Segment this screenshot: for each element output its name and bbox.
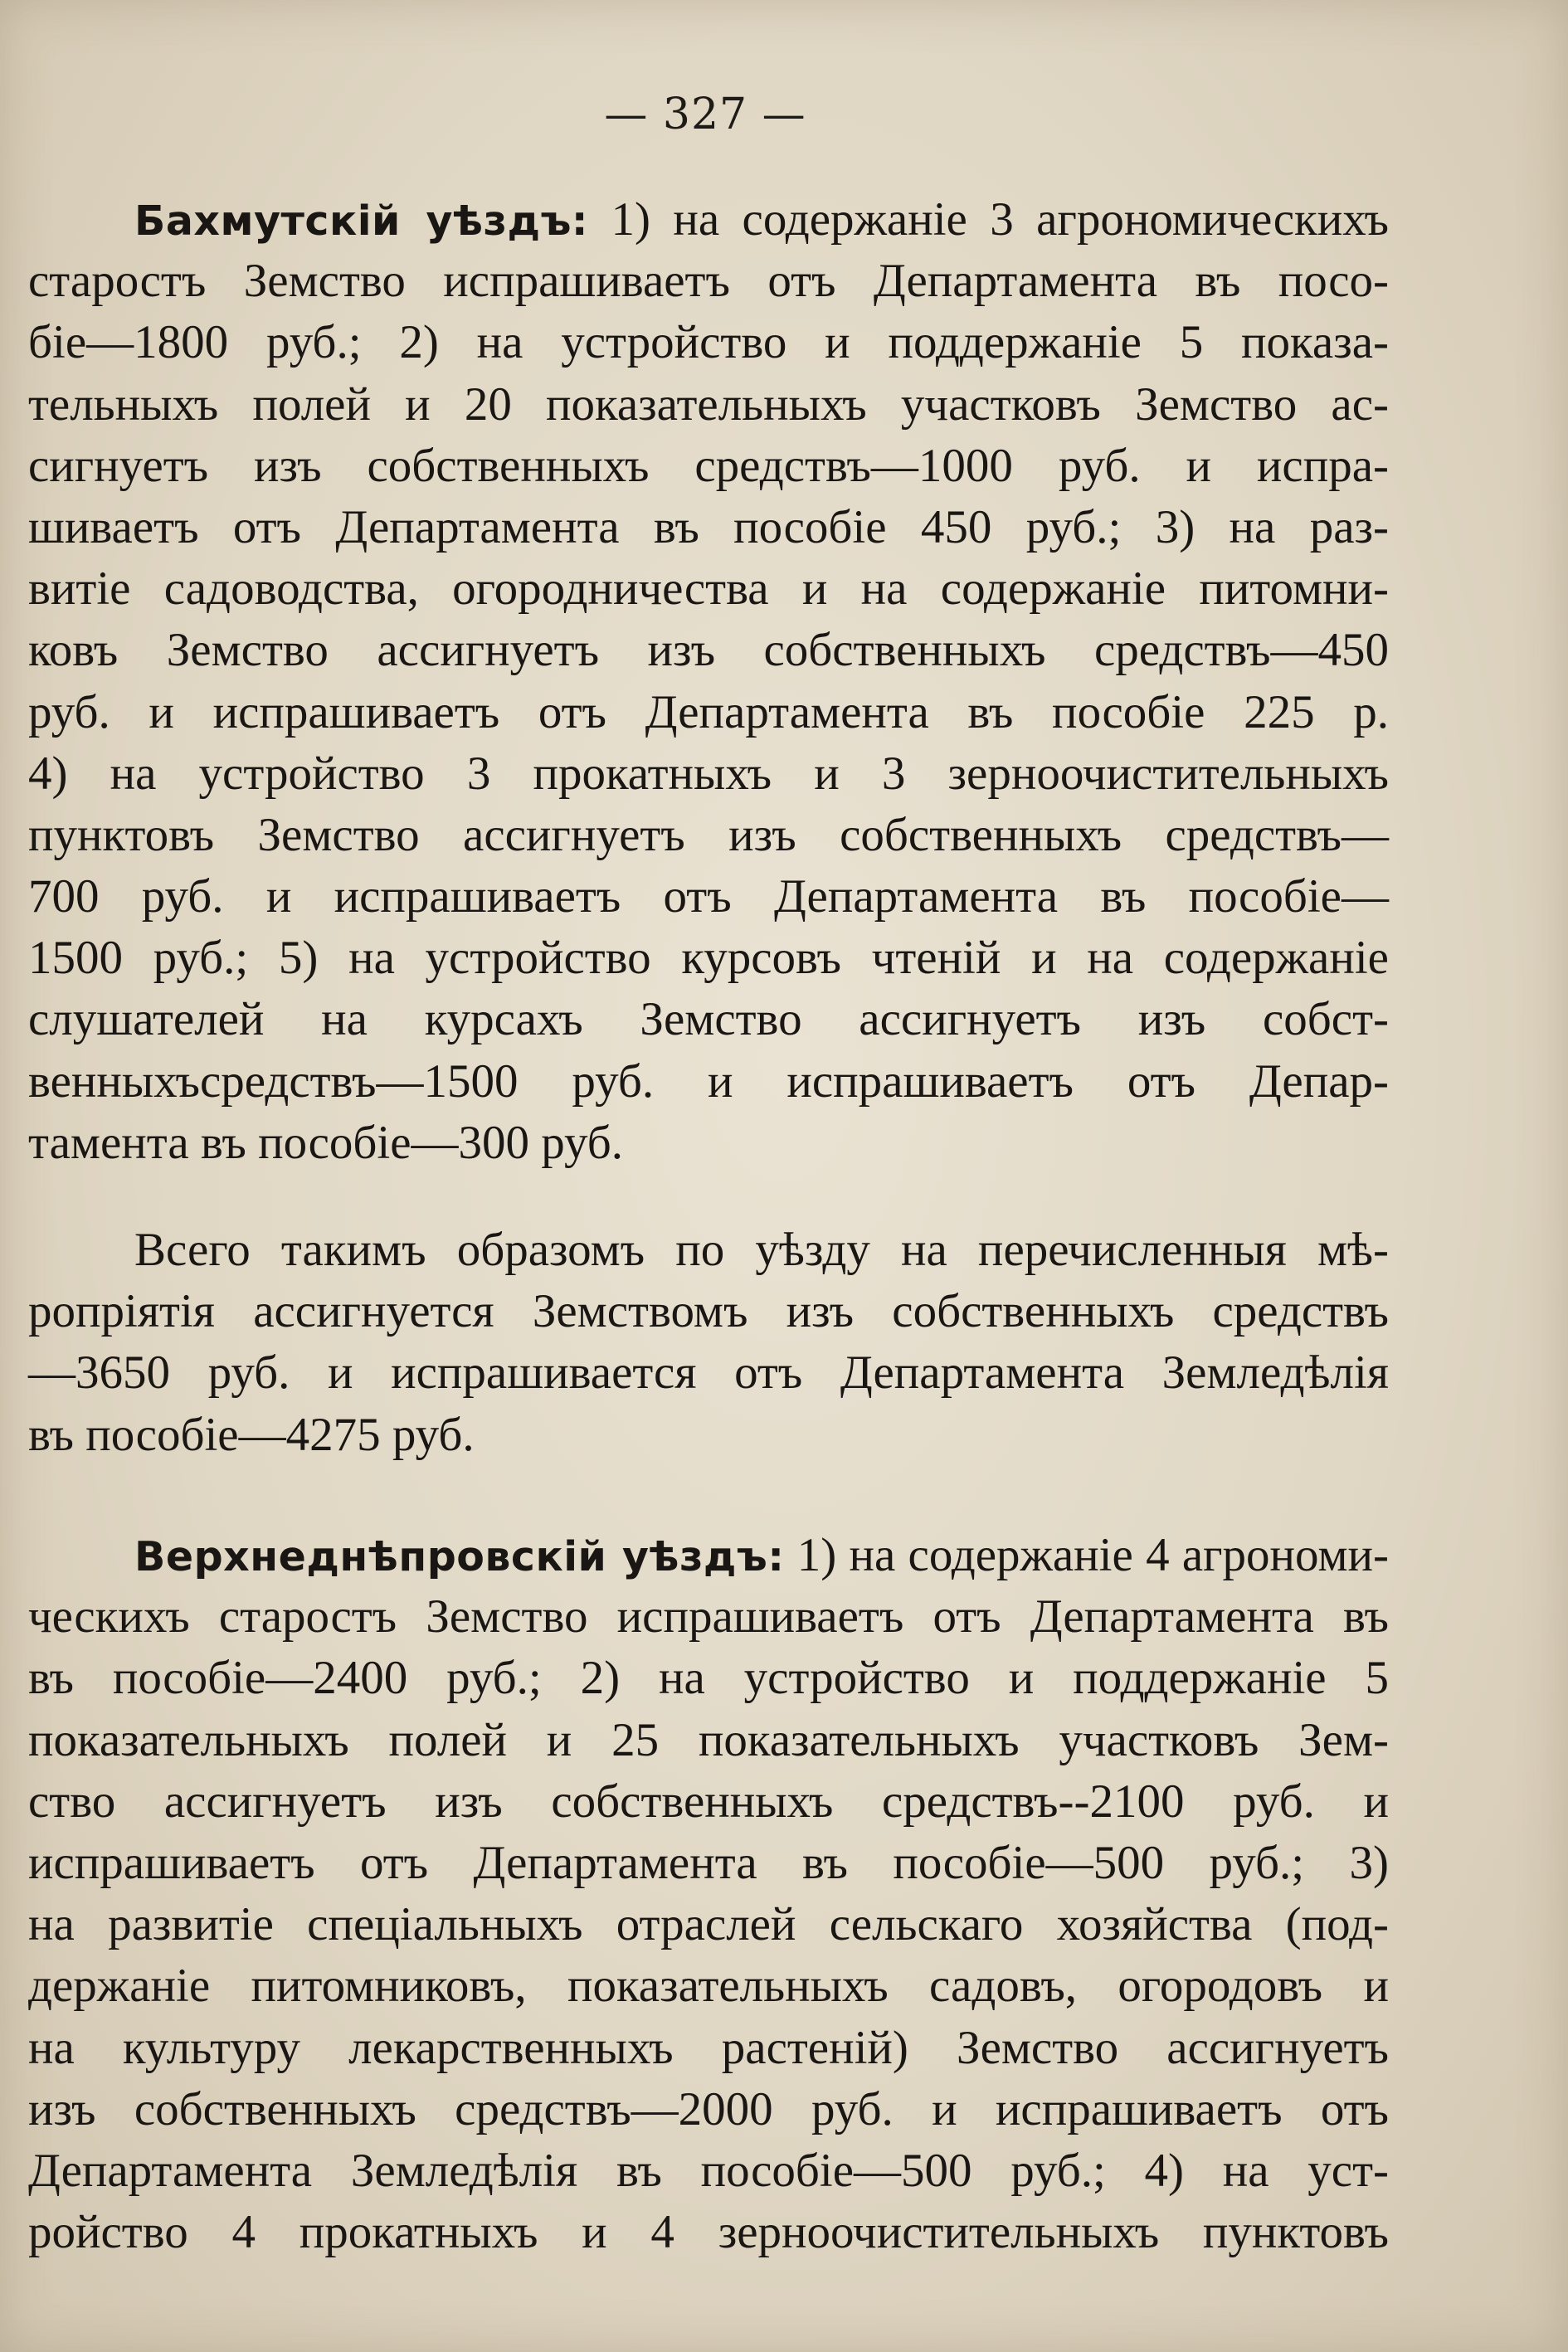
paragraph-line: сигнуетъ изъ собственныхъ средствъ—1000 руб. и испра- — [28, 439, 1389, 492]
paragraph-line: показательныхъ полей и 25 показательныхъ участковъ Зем- — [28, 1713, 1389, 1766]
paragraph-line: витіе садоводства, огородничества и на содержаніе питомни- — [28, 562, 1389, 616]
paragraph-line: Департамента Земледѣлія въ пособіе—500 руб.; 4) на уст- — [28, 2144, 1389, 2197]
summary-paragraph — [28, 1220, 1389, 1466]
paragraph-line: ство ассигнуетъ изъ собственныхъ средствъ--2100 руб. и — [28, 1775, 1389, 1828]
section-verkhnedneprovsk — [28, 1525, 1389, 2263]
paragraph-line: 1500 руб.; 5) на устройство курсовъ чтеній и на содержаніе — [28, 932, 1389, 985]
paragraph-line: слушателей на курсахъ Земство ассигнуетъ изъ собст- — [28, 993, 1389, 1046]
paragraph-line: на развитіе спеціальныхъ отраслей сельскаго хозяйства (под- — [28, 1898, 1389, 1951]
paragraph-line: біе—1800 руб.; 2) на устройство и поддержаніе 5 показа- — [28, 316, 1389, 369]
paragraph-line: руб. и испрашиваетъ отъ Департамента въ пособіе 225 р. — [28, 685, 1389, 738]
paragraph-line: Всего такимъ образомъ по уѣзду на перечисленныя мѣ- — [134, 1224, 1389, 1276]
paragraph-line: 700 руб. и испрашиваетъ отъ Департамента въ пособіе— — [28, 870, 1389, 923]
page-number: — 327 — — [604, 90, 806, 139]
paragraph-line: держаніе питомниковъ, показательныхъ садовъ, огородовъ и — [28, 1960, 1389, 2013]
section-heading: Верхнеднѣпровскій уѣздъ: — [134, 1533, 785, 1580]
paragraph-line: ройство 4 прокатныхъ и 4 зерноочистительныхъ пунктовъ — [28, 2206, 1389, 2259]
section-bakhmut — [28, 189, 1389, 1174]
paragraph-line: 4) на устройство 3 прокатныхъ и 3 зерноочистительныхъ — [28, 747, 1389, 800]
paragraph-line: въ пособіе—2400 руб.; 2) на устройство и поддержаніе 5 — [28, 1652, 1389, 1705]
paragraph-line: Бахмутскій уѣздъ: 1) на содержаніе 3 агрономическихъ — [134, 193, 1390, 246]
paragraph-line: испрашиваетъ отъ Департамента въ пособіе—500 руб.; 3) — [28, 1836, 1389, 1889]
paragraph-line: ропріятія ассигнуется Земствомъ изъ собственныхъ средствъ — [28, 1285, 1389, 1338]
paragraph-line: изъ собственныхъ средствъ—2000 руб. и испрашиваетъ отъ — [28, 2082, 1389, 2135]
paragraph-line: тельныхъ полей и 20 показательныхъ участковъ Земство ас- — [28, 377, 1389, 431]
paragraph-line: шиваетъ отъ Департамента въ пособіе 450 руб.; 3) на раз- — [28, 500, 1389, 553]
paragraph-line: —3650 руб. и испрашивается отъ Департамента Земледѣлія — [28, 1346, 1389, 1400]
paragraph-line: венныхъсредствъ—1500 руб. и испрашиваетъ отъ Депар- — [28, 1054, 1389, 1108]
paragraph-line: пунктовъ Земство ассигнуетъ изъ собственныхъ средствъ— — [28, 808, 1389, 861]
paragraph-line: старостъ Земство испрашиваетъ отъ Департамента въ посо- — [28, 255, 1389, 308]
paragraph-line: на культуру лекарственныхъ растеній) Земство ассигнуетъ — [28, 2021, 1389, 2074]
section-heading: Бахмутскій уѣздъ: — [134, 197, 589, 245]
paragraph-line: въ пособіе—4275 руб. — [28, 1408, 475, 1461]
paragraph-line: тамента въ пособіе—300 руб. — [28, 1116, 624, 1169]
paragraph-line: ковъ Земство ассигнуетъ изъ собственныхъ средствъ—450 — [28, 624, 1389, 677]
paragraph-line: ческихъ старостъ Земство испрашиваетъ отъ Департамента въ — [28, 1590, 1389, 1643]
paragraph-line: Верхнеднѣпровскій уѣздъ: 1) на содержаніе 4 агрономи- — [134, 1529, 1390, 1581]
